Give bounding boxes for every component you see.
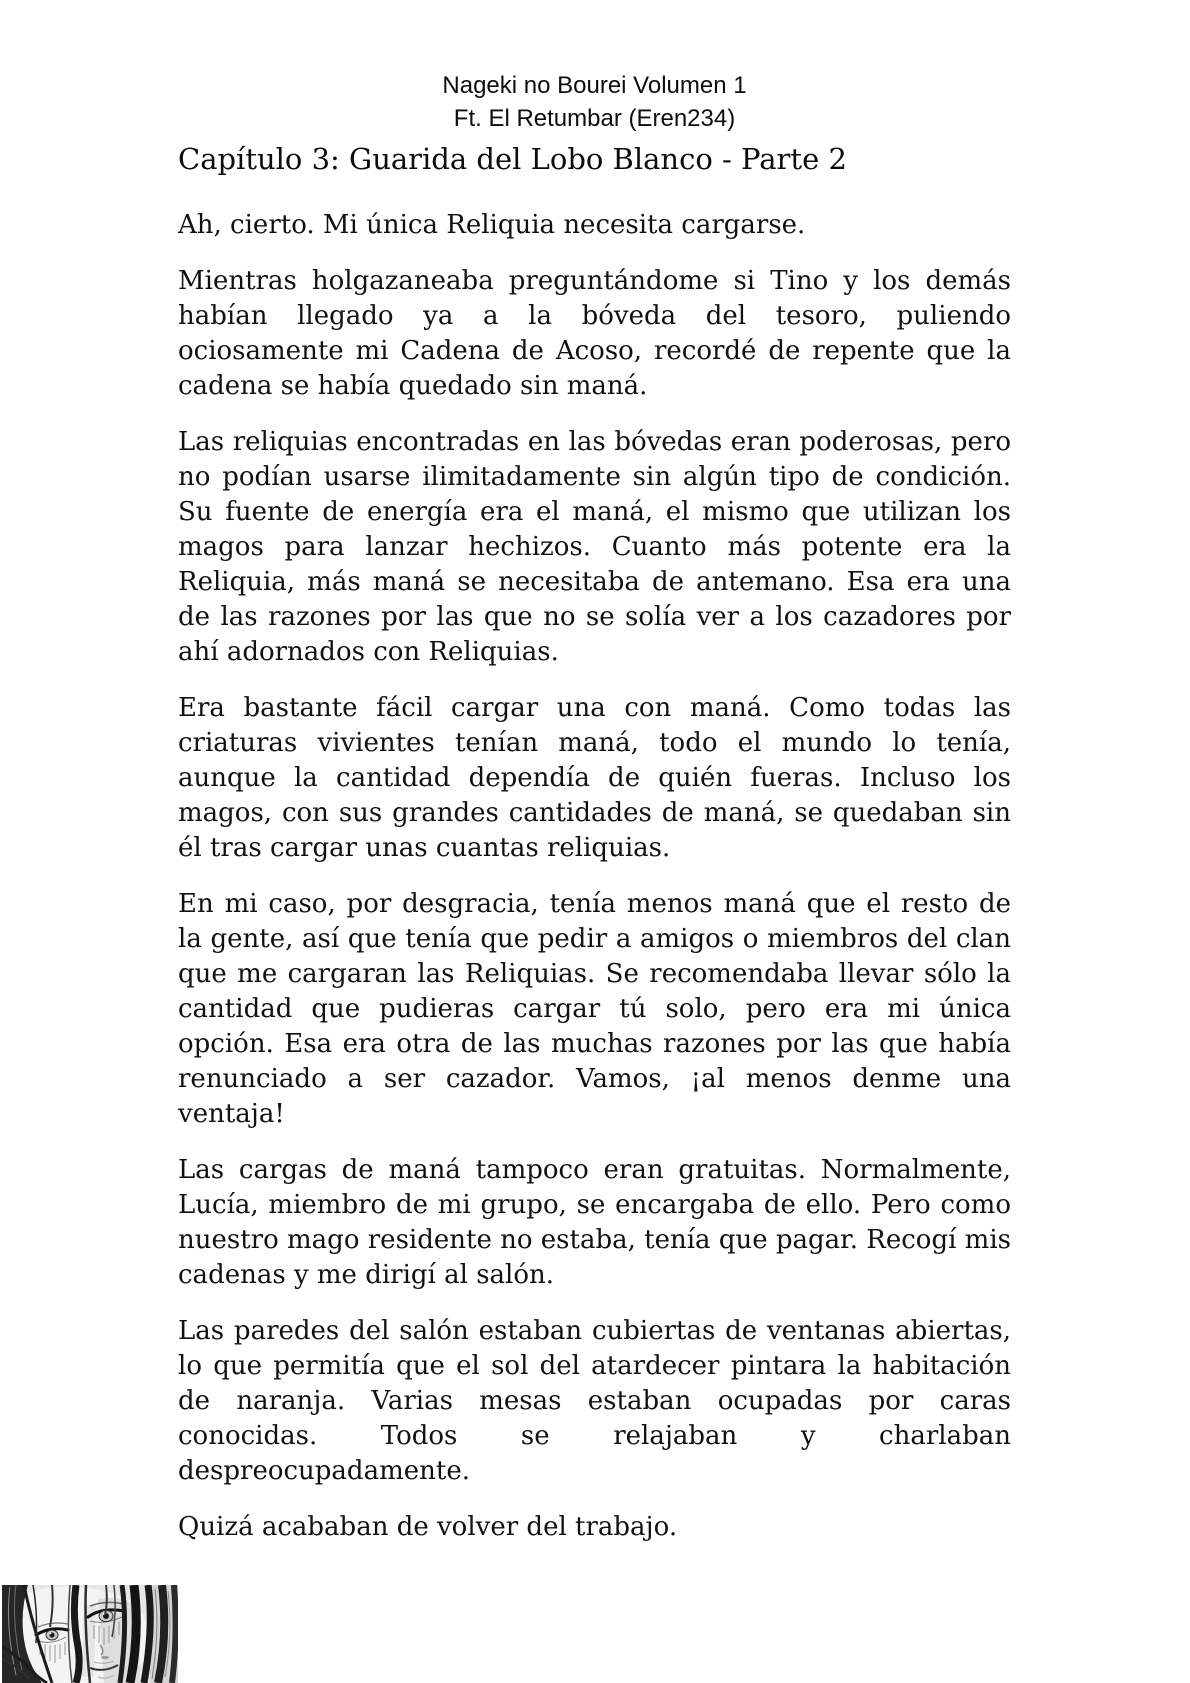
chapter-body [178,208,1011,1545]
paragraph: En mi caso, por desgracia, tenía menos maná que el resto de la gente, así que tenía que pedir a amigos o miembros del clan que me cargaran las Reliquias. Se recomendaba llevar sólo la cantidad que pudieras cargar tú solo, pero era mi única opción. Esa era otra de las muchas razones por las que había renunciado a ser cazador. Vamos, ¡al menos denme una ventaja! [178,889,1011,1129]
manga-face-drawing [2,1585,178,1683]
manga-face-image [2,1585,178,1683]
paragraph: Era bastante fácil cargar una con maná. Como todas las criaturas vivientes tenían maná, todo el mundo lo tenía, aunque la cantidad dependía de quién fueras. Incluso los magos, con sus grandes cantidades de maná, se quedaban sin él tras cargar unas cuantas reliquias. [178,693,1011,863]
chapter-title: Capítulo 3: Guarida del Lobo Blanco - Parte 2 [178,142,847,176]
document-header [178,69,1011,135]
translator-credit: Ft. El Retumbar (Eren234) [453,105,736,132]
volume-title: Nageki no Bourei Volumen 1 [442,72,747,99]
paragraph: Las reliquias encontradas en las bóvedas eran poderosas, pero no podían usarse ilimitadamente sin algún tipo de condición. Su fuente de energía era el maná, el mismo que utilizan los magos para lanzar hechizos. Cuanto más potente era la Reliquia, más maná se necesitaba de antemano. Esa era una de las razones por las que no se solía ver a los cazadores por ahí adornados con Reliquias. [178,427,1011,667]
paragraph: Ah, cierto. Mi única Reliquia necesita cargarse. [178,210,806,240]
paragraph: Las paredes del salón estaban cubiertas de ventanas abiertas, lo que permitía que el sol del atardecer pintara la habitación de naranja. Varias mesas estaban ocupadas por caras conocidas. Todos se relajaban y charlaban despreocupadamente. [178,1316,1011,1486]
paragraph: Mientras holgazaneaba preguntándome si Tino y los demás habían llegado ya a la bóveda del tesoro, puliendo ociosamente mi Cadena de Acoso, recordé de repente que la cadena se había quedado sin maná. [178,266,1011,401]
paragraph: Quizá acababan de volver del trabajo. [178,1512,678,1542]
text-column [178,0,1011,1566]
paragraph: Las cargas de maná tampoco eran gratuitas. Normalmente, Lucía, miembro de mi grupo, se encargaba de ello. Pero como nuestro mago residente no estaba, tenía que pagar. Recogí mis cadenas y me dirigí al salón. [178,1155,1011,1290]
